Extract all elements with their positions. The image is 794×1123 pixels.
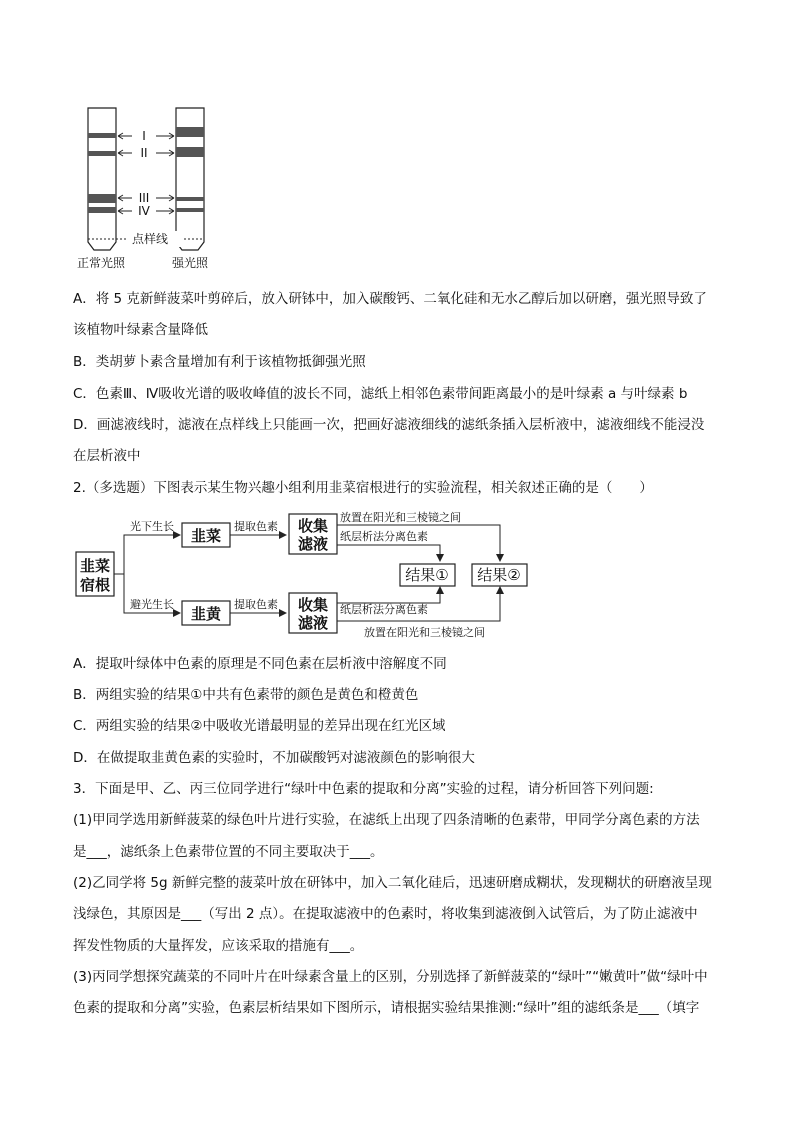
q3-part3-line1: (3)丙同学想探究蔬菜的不同叶片在叶绿素含量上的区别，分别选择了新鲜菠菜的“绿叶”“嫩黄叶”做“绿叶中 — [73, 969, 708, 985]
caption-normal-light: 正常光照 — [76, 256, 126, 270]
band-label-2: II — [140, 146, 148, 160]
q3-part2-line1: (2)乙同学将 5g 新鲜完整的菠菜叶放在研钵中，加入二氧化硅后，迅速研磨成糊状，发现糊状的研磨液呈现 — [73, 875, 712, 891]
band-label-3: III — [138, 191, 150, 205]
collect-top-2: 滤液 — [297, 535, 329, 553]
prism-label-bottom: 放置在阳光和三棱镜之间 — [364, 626, 485, 639]
band-normal-3 — [88, 194, 116, 203]
collect-bottom-2: 滤液 — [297, 614, 329, 632]
band-strong-1 — [176, 127, 204, 137]
q1-option-d-line1: D．画滤液线时，滤液在点样线上只能画一次，把画好滤液细线的滤纸条插入层析液中，滤液细线不能浸没 — [73, 417, 705, 433]
leek-label: 韭菜 — [190, 527, 222, 545]
origin-label: 点样线 — [131, 232, 169, 246]
q1-option-a-line2: 该植物叶绿素含量降低 — [73, 322, 208, 338]
chromatography-label-top: 纸层析法分离色素 — [340, 530, 428, 543]
extract-label-bottom: 提取色素 — [234, 598, 278, 611]
q2-option-c: C．两组实验的结果②中吸收光谱最明显的差异出现在红光区域 — [73, 718, 446, 734]
root-label-2: 宿根 — [79, 576, 111, 594]
q3-stem: 3．下面是甲、乙、丙三位同学进行“绿叶中色素的提取和分离”实验的过程，请分析回答下列问题: — [73, 781, 654, 797]
band-strong-4 — [176, 208, 204, 212]
q3-part2-line2: 浅绿色，其原因是___（写出 2 点）。在提取滤液中的色素时，将收集到滤液倒入试管后，为了防止滤液中 — [73, 906, 698, 922]
q1-option-a-line1: A．将 5 克新鲜菠菜叶剪碎后，放入研钵中，加入碳酸钙、二氧化硅和无水乙醇后加以研磨，强光照导致了 — [73, 291, 707, 307]
chromatography-label-bottom: 纸层析法分离色素 — [340, 603, 428, 616]
yellow-leek-label: 韭黄 — [190, 605, 222, 623]
q1-option-d-line2: 在层析液中 — [73, 448, 141, 464]
result-2-label: 结果② — [477, 566, 521, 584]
q3-part1-line2: 是___，滤纸条上色素带位置的不同主要取决于___。 — [73, 844, 384, 860]
caption-strong-light: 强光照 — [171, 256, 209, 270]
q1-option-b: B．类胡萝卜素含量增加有利于该植物抵御强光照 — [73, 354, 366, 370]
extract-label-top: 提取色素 — [234, 520, 278, 533]
q1-option-c: C．色素Ⅲ、Ⅳ吸收光谱的吸收峰值的波长不同，滤纸上相邻色素带间距离最小的是叶绿素 a 与叶绿素 b — [73, 386, 688, 402]
band-normal-2 — [88, 151, 116, 156]
q2-option-a: A．提取叶绿体中色素的原理是不同色素在层析液中溶解度不同 — [73, 656, 447, 672]
bottom-branch-label: 避光生长 — [130, 598, 174, 611]
band-label-4: IV — [138, 204, 150, 218]
q2-option-b: B．两组实验的结果①中共有色素带的颜色是黄色和橙黄色 — [73, 687, 419, 703]
collect-top-1: 收集 — [297, 517, 329, 535]
band-normal-4 — [88, 207, 116, 213]
strip-normal-light — [88, 108, 116, 250]
band-label-1: I — [142, 129, 146, 143]
q3-part1-line1: (1)甲同学选用新鲜菠菜的绿色叶片进行实验，在滤纸上出现了四条清晰的色素带，甲同学分离色素的方法 — [73, 812, 700, 828]
q3-part2-line3: 挥发性物质的大量挥发，应该采取的措施有___。 — [73, 938, 364, 954]
result-1-label: 结果① — [405, 566, 449, 584]
top-branch-label: 光下生长 — [130, 520, 174, 533]
prism-label-top: 放置在阳光和三棱镜之间 — [340, 511, 461, 524]
root-label-1: 韭菜 — [79, 557, 111, 575]
chromatography-figure — [70, 100, 250, 272]
band-strong-3 — [176, 197, 204, 201]
q2-option-d: D．在做提取韭黄色素的实验时，不加碳酸钙对滤液颜色的影响很大 — [73, 750, 475, 766]
collect-bottom-1: 收集 — [297, 596, 329, 614]
band-normal-1 — [88, 133, 116, 138]
q3-part3-line2: 色素的提取和分离”实验，色素层析结果如下图所示，请根据实验结果推测:“绿叶”组的滤纸条是___（填字 — [73, 1000, 700, 1016]
band-strong-2 — [176, 147, 204, 157]
q2-stem: 2.（多选题）下图表示某生物兴趣小组利用韭菜宿根进行的实验流程，相关叙述正确的是（ ） — [73, 480, 653, 496]
experiment-flow-diagram — [72, 508, 532, 644]
